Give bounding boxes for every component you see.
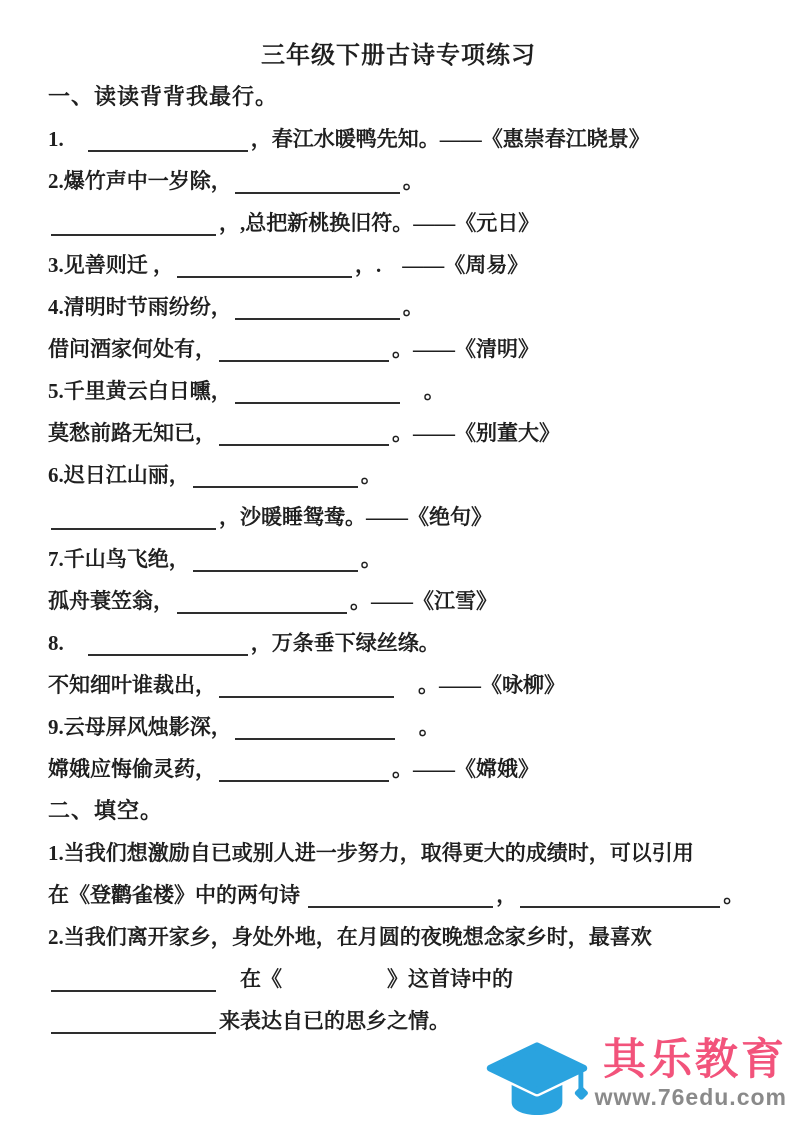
line-text: 。 bbox=[397, 715, 440, 739]
line-text: 孤舟蓑笠翁， bbox=[48, 589, 174, 613]
worksheet-line bbox=[48, 748, 749, 790]
worksheet-line bbox=[48, 118, 749, 160]
line-text: 8. bbox=[48, 631, 85, 655]
line-text: 5.千里黄云白日曛， bbox=[48, 379, 232, 403]
section2-lines bbox=[48, 832, 749, 1042]
answer-blank bbox=[177, 250, 352, 278]
line-text: ，. ——《周易》 bbox=[355, 253, 529, 277]
worksheet-line bbox=[48, 832, 749, 874]
line-text: 。 bbox=[360, 463, 382, 487]
worksheet-line bbox=[48, 496, 749, 538]
line-text: 1. bbox=[48, 127, 85, 151]
answer-blank bbox=[235, 376, 400, 404]
answer-blank bbox=[219, 670, 394, 698]
worksheet-line bbox=[48, 538, 749, 580]
line-text: ，万条垂下绿丝绦。 bbox=[250, 631, 440, 655]
answer-blank bbox=[219, 418, 389, 446]
answer-blank bbox=[308, 880, 493, 908]
line-text: ，,总把新桃换旧符。——《元日》 bbox=[219, 211, 540, 235]
answer-blank bbox=[177, 586, 347, 614]
line-text: ，春江水暖鸭先知。——《惠崇春江晓景》 bbox=[250, 127, 650, 151]
logo-website-url: www.76edu.com bbox=[594, 1084, 787, 1110]
line-text: 3.见善则迁 ， bbox=[48, 253, 174, 277]
answer-blank bbox=[88, 628, 248, 656]
line-text: 。——《嫦娥》 bbox=[392, 757, 539, 781]
worksheet-line bbox=[48, 958, 749, 1000]
answer-blank bbox=[193, 544, 358, 572]
worksheet-line bbox=[48, 160, 749, 202]
answer-blank bbox=[51, 964, 216, 992]
answer-blank bbox=[51, 1006, 216, 1034]
answer-blank bbox=[235, 166, 400, 194]
section1-lines bbox=[48, 118, 749, 790]
answer-blank bbox=[88, 124, 248, 152]
bracket-space bbox=[282, 976, 387, 986]
line-text: 9.云母屏风烛影深， bbox=[48, 715, 232, 739]
line-text: 2.当我们离开家乡，身处外地，在月圆的夜晚想念家乡时，最喜欢 bbox=[48, 925, 652, 949]
line-text: 。 bbox=[360, 547, 382, 571]
line-text: ， bbox=[496, 883, 518, 907]
line-text: 在《 bbox=[219, 967, 282, 991]
line-text: 7.千山鸟飞绝， bbox=[48, 547, 190, 571]
line-text: 莫愁前路无知已， bbox=[48, 421, 216, 445]
answer-blank bbox=[235, 712, 395, 740]
line-text: ，沙暖睡鸳鸯。——《绝句》 bbox=[219, 505, 492, 529]
line-text: 2.爆竹声中一岁除， bbox=[48, 169, 232, 193]
answer-blank bbox=[219, 754, 389, 782]
worksheet-line bbox=[48, 706, 749, 748]
line-text: 1.当我们想激励自已或别人进一步努力，取得更大的成绩时，可以引用 bbox=[48, 841, 694, 865]
worksheet-line bbox=[48, 874, 749, 916]
line-text: 。 bbox=[402, 169, 424, 193]
answer-blank bbox=[219, 334, 389, 362]
page-title: 三年级下册古诗专项练习 bbox=[261, 43, 536, 69]
line-text: 。——《咏柳》 bbox=[397, 673, 565, 697]
worksheet-line bbox=[48, 664, 749, 706]
answer-blank bbox=[51, 502, 216, 530]
line-text: 。——《别董大》 bbox=[392, 421, 560, 445]
worksheet-line bbox=[48, 916, 749, 958]
line-text: 在《登鹳雀楼》中的两句诗 bbox=[48, 883, 306, 907]
line-text: 。 bbox=[402, 379, 445, 403]
answer-blank bbox=[51, 208, 216, 236]
worksheet-line bbox=[48, 622, 749, 664]
qile-education-logo bbox=[481, 1036, 787, 1116]
line-text: 不知细叶谁裁出， bbox=[48, 673, 216, 697]
line-text: 。——《清明》 bbox=[392, 337, 539, 361]
line-text: 来表达自已的思乡之情。 bbox=[219, 1009, 450, 1033]
section2-heading: 二、填空。 bbox=[48, 798, 164, 823]
worksheet-line bbox=[48, 202, 749, 244]
line-text: 。 bbox=[402, 295, 424, 319]
worksheet-line bbox=[48, 244, 749, 286]
worksheet-line bbox=[48, 328, 749, 370]
answer-blank bbox=[520, 880, 720, 908]
worksheet-line bbox=[48, 454, 749, 496]
section1-heading: 一、读读背背我最行。 bbox=[48, 84, 279, 109]
worksheet-line bbox=[48, 370, 749, 412]
logo-text-block bbox=[595, 1036, 787, 1110]
worksheet-line bbox=[48, 580, 749, 622]
line-text: 。——《江雪》 bbox=[350, 589, 497, 613]
worksheet-line bbox=[48, 286, 749, 328]
line-text: 4.清明时节雨纷纷， bbox=[48, 295, 232, 319]
line-text: 6.迟日江山丽， bbox=[48, 463, 190, 487]
line-text: 借问酒家何处有， bbox=[48, 337, 216, 361]
line-text: 》这首诗中的 bbox=[387, 967, 513, 991]
answer-blank bbox=[193, 460, 358, 488]
line-text: 。 bbox=[723, 883, 745, 907]
graduation-cap-icon bbox=[481, 1038, 593, 1116]
line-text: 嫦娥应悔偷灵药， bbox=[48, 757, 216, 781]
worksheet-line bbox=[48, 412, 749, 454]
answer-blank bbox=[235, 292, 400, 320]
logo-brand-name: 其乐教育 bbox=[603, 1036, 787, 1084]
